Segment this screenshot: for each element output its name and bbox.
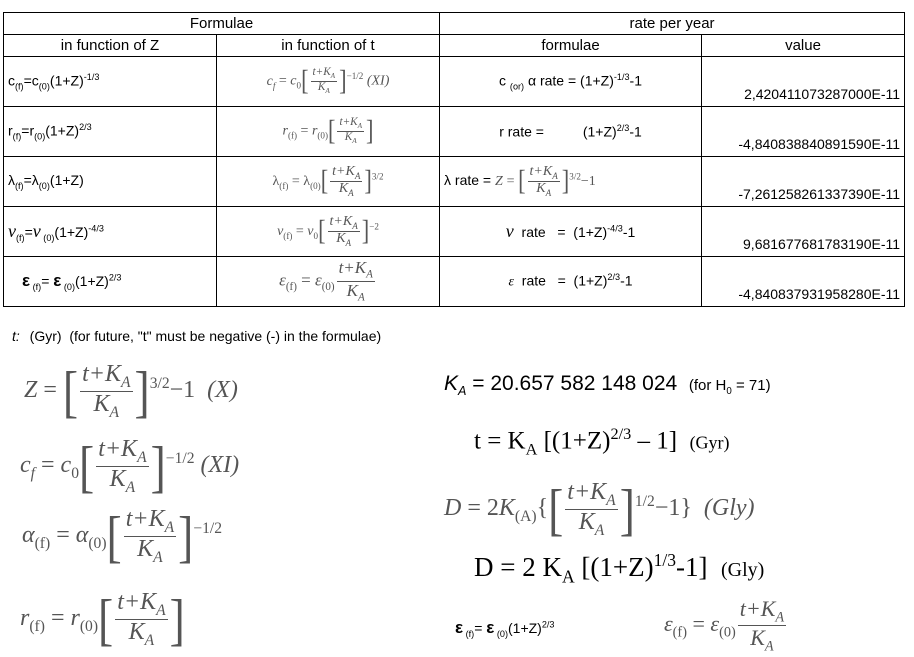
equation-cf: $c_f = c_0$[ $\frac{t+K_A}{K_A}$ ]$^{-1/2}$ (XI) [20, 434, 240, 499]
subheader-function-of-t: in function of t [217, 35, 440, 57]
header-formulae: Formulae [4, 13, 440, 35]
rate-formula-c: c $_{(or)}$ α rate = $(1+Z)^{-1/3}-1$ [440, 57, 702, 107]
z-formula-r: $r_{(f)}=r_{(0)}(1+Z)^{2/3}$ [4, 107, 217, 157]
table-row [4, 57, 905, 107]
rate-value-lambda: -7,261258261337390E-11 [702, 157, 905, 207]
rate-value-nu: 9,681677681783190E-11 [702, 207, 905, 257]
subheader-function-of-z: in function of Z [4, 35, 217, 57]
equation-d-gly: $D = 2K_{(A)}${[ $\frac{t+K_A}{K_A}$ ]$^{1/2}$−1} (Gly) [444, 477, 755, 542]
rate-formula-r: r rate = $(1+Z)^{2/3}-1$ [440, 107, 702, 157]
t-formula-r: $r_{(f)} = r_{(0)}$[ $\frac{t+K_A}{K_A}$ ] [217, 107, 440, 157]
subheader-formulae: formulae [440, 35, 702, 57]
equation-d: D = 2 $K_A$ $[(1+Z)^{1/3}-1]$ (Gly) [474, 550, 765, 587]
rate-formula-nu: ν rate = $(1+Z)^{-4/3}-1$ [440, 207, 702, 257]
subheader-value: value [702, 35, 905, 57]
t-formula-lambda: $\lambda_{(f)} = \lambda_{(0)}$[ $\frac{t+K_A}{K_A}$ ]$^{3/2}$ [217, 157, 440, 207]
table-row [4, 157, 905, 207]
equation-epsilon-t: $\varepsilon_{(f)} = \varepsilon_{(0)}$ $\frac{t+K_A}{K_A}$ [664, 596, 785, 655]
z-formula-nu: $\nu_{(f)}=\nu$ $_{(0)}(1+Z)^{-4/3}$ [4, 207, 217, 257]
equation-epsilon-z: ε $_{(f)}$= ε $_{(0)}(1+Z)^{2/3}$ [455, 618, 555, 639]
t-formula-epsilon: $\varepsilon_{(f)} = \varepsilon_{(0)}$ $\frac{t+K_A}{K_A}$ [217, 257, 440, 307]
header-rate-per-year: rate per year [440, 13, 905, 35]
equation-t: $t = K_A$ $[(1+Z)^{2/3} - 1]$ (Gyr) [474, 425, 730, 459]
formulae-table [3, 12, 905, 307]
z-formula-epsilon: ε $_{(f)}$= ε $_{(0)}(1+Z)^{2/3}$ [4, 257, 217, 307]
t-formula-c: $c_f = c_0$[ $\frac{t+K_A}{K_A}$ ]$^{-1/2}$ (XI) [217, 57, 440, 107]
table-row [4, 207, 905, 257]
rate-formula-epsilon: ε rate = $(1+Z)^{2/3}-1$ [440, 257, 702, 307]
z-formula-lambda: $\lambda_{(f)}=\lambda_{(0)}(1+Z)$ [4, 157, 217, 207]
table-row [4, 107, 905, 157]
rate-value-c: 2,420411073287000E-11 [702, 57, 905, 107]
equation-z: Z = [ $\frac{t+K_A}{K_A}$ ]$^{3/2}$−1 (X) [24, 359, 238, 424]
time-unit-note: t: (Gyr) (for future, "t" must be negative (-) in the formulae) [12, 328, 382, 344]
equation-alpha: $\alpha_{(f)} = \alpha_{(0)}$[ $\frac{t+K_A}{K_A}$ ]$^{-1/2}$ [22, 504, 223, 569]
rate-value-r: -4,840838840891590E-11 [702, 107, 905, 157]
ka-constant: $K_A = 20.657$ 582 148 024 (for $H_0 = 71$) [444, 372, 771, 399]
rate-formula-lambda: λ rate = Z = [ $\frac{t+K_A}{K_A}$ ]$^{3/2}$−1 [440, 157, 702, 207]
t-formula-nu: $\nu_{(f)} = \nu_0$[ $\frac{t+K_A}{K_A}$ ]$^{-2}$ [217, 207, 440, 257]
rate-value-epsilon: -4,840837931958280E-11 [702, 257, 905, 307]
z-formula-c: $c_{(f)}=c_{(0)}(1+Z)^{-1/3}$ [4, 57, 217, 107]
equation-r: $r_{(f)} = r_{(0)}$[ $\frac{t+K_A}{K_A}$ ] [20, 587, 185, 652]
table-row [4, 257, 905, 307]
